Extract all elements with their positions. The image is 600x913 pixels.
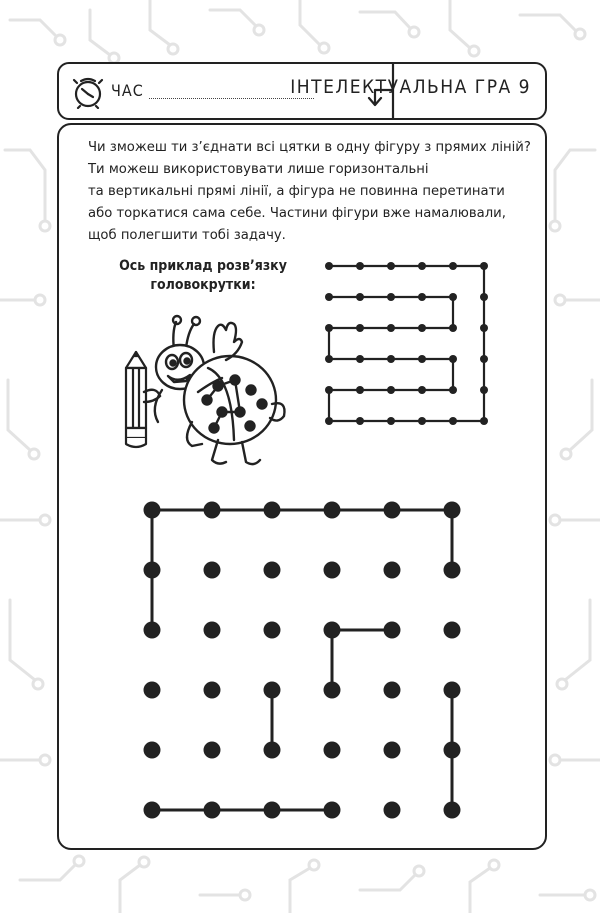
pencil-icon bbox=[126, 352, 146, 447]
puzzle-dot[interactable] bbox=[444, 742, 461, 759]
puzzle-dot[interactable] bbox=[444, 502, 461, 519]
example-dot bbox=[418, 355, 426, 363]
example-dot bbox=[387, 262, 395, 270]
example-dot bbox=[449, 324, 457, 332]
example-dot bbox=[356, 293, 364, 301]
puzzle-dot[interactable] bbox=[204, 682, 221, 699]
example-dot bbox=[325, 293, 333, 301]
game-title: ІНТЕЛЕКТУАЛЬНА ГРА 9 bbox=[290, 76, 531, 98]
example-dot bbox=[480, 355, 488, 363]
example-caption-line: Ось приклад розв’язку bbox=[119, 258, 287, 274]
example-dot bbox=[480, 417, 488, 425]
time-label: ЧАС bbox=[111, 81, 144, 100]
puzzle-dot[interactable] bbox=[384, 682, 401, 699]
example-dot bbox=[418, 262, 426, 270]
instructions-text bbox=[88, 137, 531, 247]
example-dot bbox=[356, 417, 364, 425]
puzzle-dot[interactable] bbox=[264, 802, 281, 819]
puzzle-dot[interactable] bbox=[384, 742, 401, 759]
puzzle-dot[interactable] bbox=[144, 502, 161, 519]
puzzle-dot[interactable] bbox=[264, 682, 281, 699]
header-bar bbox=[57, 62, 547, 120]
example-dot bbox=[418, 324, 426, 332]
puzzle-dot[interactable] bbox=[144, 802, 161, 819]
puzzle-dot[interactable] bbox=[324, 562, 341, 579]
example-dot bbox=[418, 293, 426, 301]
puzzle-dot[interactable] bbox=[324, 622, 341, 639]
puzzle-dot[interactable] bbox=[204, 502, 221, 519]
example-dot bbox=[449, 262, 457, 270]
example-dot bbox=[449, 355, 457, 363]
example-dot bbox=[480, 324, 488, 332]
puzzle-dot[interactable] bbox=[144, 622, 161, 639]
puzzle-dot[interactable] bbox=[384, 562, 401, 579]
example-dot bbox=[480, 262, 488, 270]
example-dot bbox=[356, 324, 364, 332]
example-dot bbox=[325, 417, 333, 425]
puzzle-dot[interactable] bbox=[324, 742, 341, 759]
puzzle-dot[interactable] bbox=[324, 682, 341, 699]
example-dot bbox=[387, 386, 395, 394]
puzzle-dot[interactable] bbox=[204, 742, 221, 759]
example-dot bbox=[449, 293, 457, 301]
puzzle-dot[interactable] bbox=[444, 562, 461, 579]
puzzle-dot[interactable] bbox=[264, 502, 281, 519]
example-dot bbox=[325, 386, 333, 394]
clock-icon bbox=[71, 75, 105, 109]
example-dot bbox=[325, 262, 333, 270]
example-caption bbox=[118, 257, 288, 295]
example-caption-line: головокрутки: bbox=[150, 277, 256, 293]
example-dot bbox=[325, 324, 333, 332]
example-dot bbox=[356, 386, 364, 394]
puzzle-dot[interactable] bbox=[324, 802, 341, 819]
example-dot bbox=[387, 324, 395, 332]
example-dot bbox=[449, 386, 457, 394]
example-dot bbox=[356, 355, 364, 363]
example-dot bbox=[418, 417, 426, 425]
example-dot bbox=[480, 293, 488, 301]
example-dot bbox=[325, 355, 333, 363]
puzzle-dot[interactable] bbox=[144, 562, 161, 579]
puzzle-dot[interactable] bbox=[264, 742, 281, 759]
ladybug-illustration bbox=[122, 312, 292, 477]
example-dot bbox=[356, 262, 364, 270]
example-dot bbox=[449, 417, 457, 425]
instructions-line: Чи зможеш ти з’єднати всі цятки в одну фігуру з прямих ліній? bbox=[88, 140, 531, 155]
puzzle-dot[interactable] bbox=[204, 622, 221, 639]
puzzle-dot[interactable] bbox=[444, 682, 461, 699]
puzzle-dot[interactable] bbox=[384, 502, 401, 519]
puzzle-dot-grid[interactable] bbox=[120, 485, 490, 835]
example-solution-line bbox=[329, 266, 484, 421]
instructions-line: щоб полегшити тобі задачу. bbox=[88, 228, 286, 243]
instructions-line: або торкатися сама себе. Частини фігури вже намалювали, bbox=[88, 206, 506, 221]
example-dot bbox=[387, 417, 395, 425]
example-dot bbox=[387, 355, 395, 363]
puzzle-dot[interactable] bbox=[384, 802, 401, 819]
puzzle-dot[interactable] bbox=[204, 562, 221, 579]
puzzle-dot[interactable] bbox=[324, 502, 341, 519]
instructions-line: Ти можеш використовувати лише горизонтальні bbox=[88, 162, 429, 177]
puzzle-dot[interactable] bbox=[264, 622, 281, 639]
example-dot bbox=[480, 386, 488, 394]
puzzle-dot[interactable] bbox=[444, 802, 461, 819]
puzzle-dot[interactable] bbox=[264, 562, 281, 579]
time-entry-line[interactable] bbox=[149, 98, 314, 99]
instructions-line: та вертикальні прямі лінії, а фігура не повинна перетинати bbox=[88, 184, 505, 199]
puzzle-dot[interactable] bbox=[204, 802, 221, 819]
example-dot bbox=[418, 386, 426, 394]
puzzle-dot[interactable] bbox=[444, 622, 461, 639]
example-dot bbox=[387, 293, 395, 301]
puzzle-dot[interactable] bbox=[144, 682, 161, 699]
example-solution-grid bbox=[310, 252, 500, 432]
puzzle-dot[interactable] bbox=[384, 622, 401, 639]
puzzle-dot[interactable] bbox=[144, 742, 161, 759]
